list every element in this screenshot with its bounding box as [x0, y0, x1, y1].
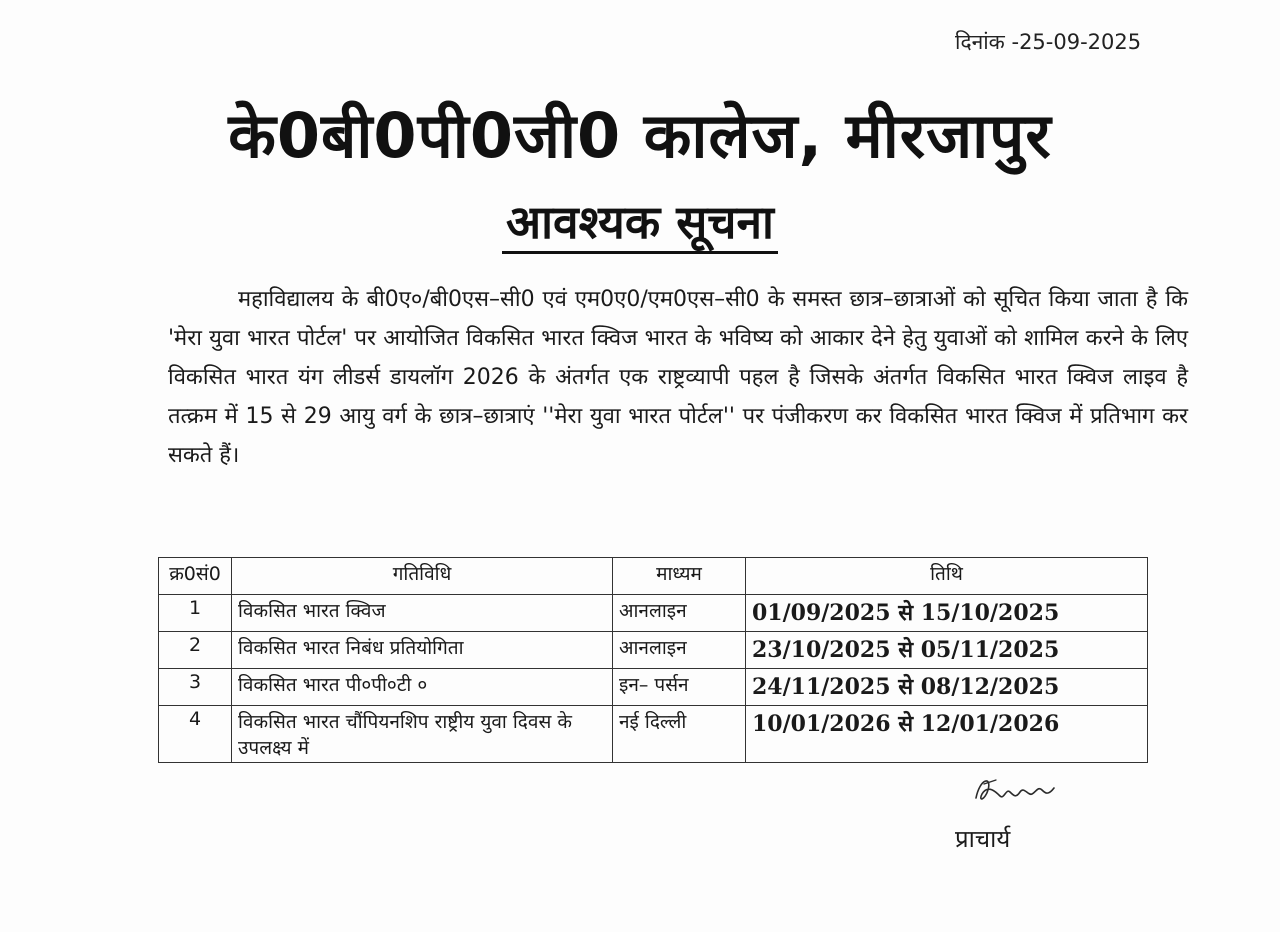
row-dates: 10/01/2026 से 12/01/2026: [746, 706, 1148, 763]
header-dates: तिथि: [746, 558, 1148, 595]
header-serial: क्र0सं0: [159, 558, 232, 595]
table-row: [159, 706, 1148, 763]
row-serial: 3: [159, 669, 232, 706]
table-header-row: [159, 558, 1148, 595]
header-activity: गतिविधि: [232, 558, 613, 595]
notice-title-text: आवश्यक सूचना: [502, 195, 778, 254]
row-activity: विकसित भारत क्विज: [232, 595, 613, 632]
notice-paragraph: महाविद्यालय के बी0ए०/बी0एस–सी0 एवं एम0ए0/एम0एस–सी0 के समस्त छात्र–छात्राओं को सूचित किया जाता है कि 'मेरा युवा भारत पोर्टल' पर आयोजित विकसित भारत क्विज भारत के भविष्य को आकार देने हेतु युवाओं को शामिल करने के लिए विकसित भारत यंग लीडर्स डायलॉग 2026 के अंतर्गत एक राष्ट्रव्यापी पहल है जिसके अंतर्गत विकसित भारत क्विज लाइव है तत्क्रम में 15 से 29 आयु वर्ग के छात्र–छात्राएं ''मेरा युवा भारत पोर्टल'' पर पंजीकरण कर विकसित भारत क्विज में प्रतिभाग कर सकते हैं।: [168, 287, 1188, 468]
row-dates: 24/11/2025 से 08/12/2025: [746, 669, 1148, 706]
row-activity: विकसित भारत चौंपियनशिप राष्ट्रीय युवा दिवस के उपलक्ष्य में: [232, 706, 613, 763]
principal-designation: प्राचार्य: [955, 825, 1011, 853]
table-row: [159, 595, 1148, 632]
row-dates: 23/10/2025 से 05/11/2025: [746, 632, 1148, 669]
college-name: के0बी0पी0जी0 कालेज, मीरजापुर: [228, 99, 1052, 172]
table-row: [159, 632, 1148, 669]
header-mode: माध्यम: [613, 558, 746, 595]
table-row: [159, 669, 1148, 706]
row-serial: 2: [159, 632, 232, 669]
row-mode: नई दिल्ली: [613, 706, 746, 763]
row-mode: इन– पर्सन: [613, 669, 746, 706]
notice-title: [0, 190, 1280, 252]
row-mode: आनलाइन: [613, 595, 746, 632]
row-activity: विकसित भारत पी०पी०टी ०: [232, 669, 613, 706]
row-dates: 01/09/2025 से 15/10/2025: [746, 595, 1148, 632]
principal-signature: [970, 770, 1060, 810]
notice-date: दिनांक -25-09-2025: [955, 30, 1142, 54]
row-serial: 4: [159, 706, 232, 763]
row-mode: आनलाइन: [613, 632, 746, 669]
row-serial: 1: [159, 595, 232, 632]
schedule-table: [158, 557, 1148, 763]
row-activity: विकसित भारत निबंध प्रतियोगिता: [232, 632, 613, 669]
